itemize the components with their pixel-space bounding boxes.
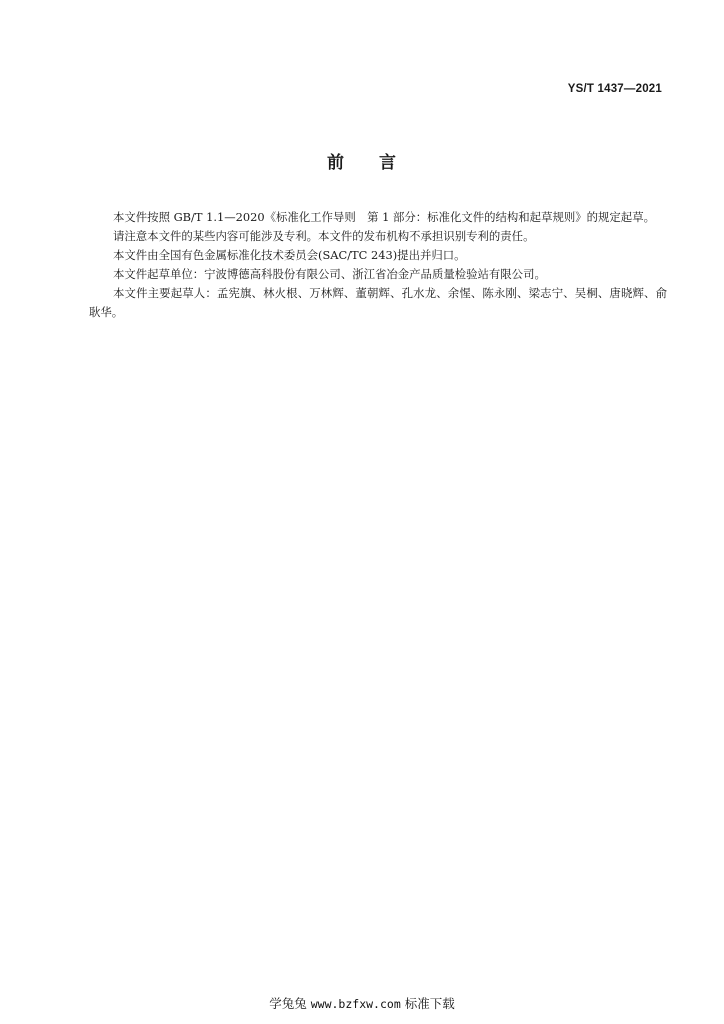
title-char-2: 言 [379, 153, 397, 173]
footer-watermark [0, 994, 724, 1012]
paragraph-drafting-rules: 本文件按照 GB/T 1.1—2020《标准化工作导则 第 1 部分：标准化文件的结构和起草规则》的规定起草。 [113, 210, 655, 224]
page-title [0, 148, 724, 173]
paragraph-patent-notice: 请注意本文件的某些内容可能涉及专利。本文件的发布机构不承担识别专利的责任。 [113, 229, 535, 243]
foreword-body [89, 208, 667, 322]
paragraph-proposer: 本文件由全国有色金属标准化技术委员会(SAC/TC 243)提出并归口。 [113, 248, 466, 262]
footer-site-tagline: 标准下载 [404, 996, 455, 1011]
title-char-1: 前 [327, 153, 345, 173]
paragraph-drafters: 本文件主要起草人：孟宪旗、林火根、万林辉、董朝辉、孔水龙、余惺、陈永刚、梁志宁、吴桐、唐晓辉、俞耿华。 [89, 286, 667, 319]
footer-site-url[interactable]: www.bzfxw.com [310, 997, 401, 1011]
standard-number: YS/T 1437—2021 [567, 83, 662, 95]
footer-site-name: 学兔兔 [269, 996, 307, 1011]
paragraph-drafting-units: 本文件起草单位：宁波博德高科股份有限公司、浙江省冶金产品质量检验站有限公司。 [113, 267, 546, 281]
